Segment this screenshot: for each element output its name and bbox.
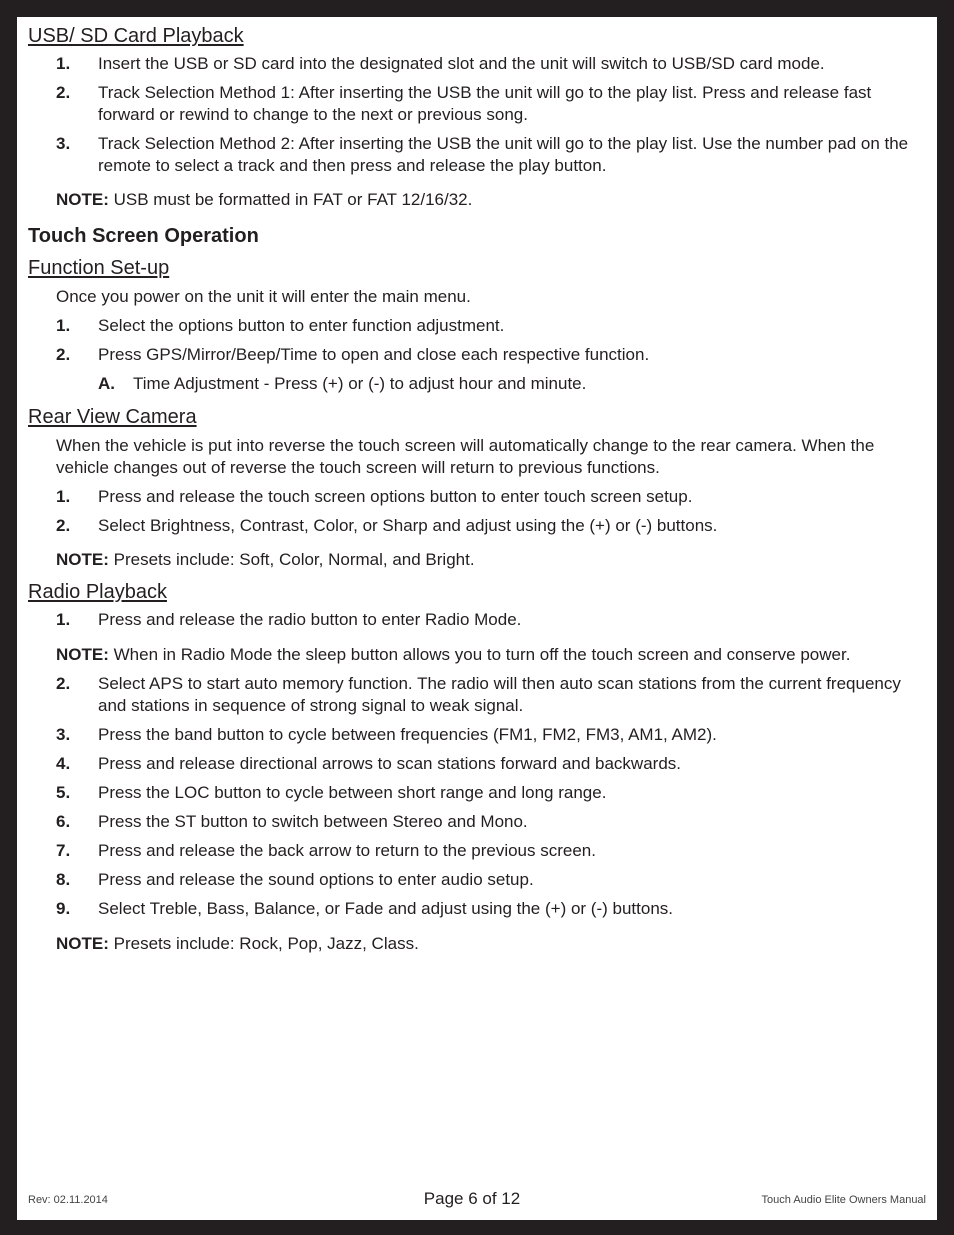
item-number: 1. [56, 610, 71, 629]
item-number: 5. [56, 783, 71, 802]
item-number: 2. [56, 674, 71, 693]
page-footer [17, 1188, 937, 1214]
function-setup-heading: Function Set-up [28, 257, 170, 279]
list-item [28, 869, 918, 891]
item-text: Press and release the radio button to enter Radio Mode. [98, 610, 522, 629]
note-label: NOTE: [56, 550, 109, 569]
item-text: Press and release the back arrow to return to the previous screen. [98, 841, 596, 860]
item-text: Press GPS/Mirror/Beep/Time to open and close each respective function. [98, 345, 650, 364]
item-text: Press the ST button to switch between Stereo and Mono. [98, 812, 528, 831]
page-number: Page 6 of 12 [423, 1189, 521, 1208]
sub-item-text: Time Adjustment - Press (+) or (-) to adjust hour and minute. [133, 374, 587, 393]
list-item [28, 515, 918, 537]
item-number: 2. [56, 345, 71, 364]
item-number: 7. [56, 841, 71, 860]
item-number: 3. [56, 134, 71, 153]
list-item [28, 898, 918, 920]
note-label: NOTE: [56, 934, 109, 953]
page-content [28, 23, 918, 965]
list-item [28, 782, 918, 804]
usb-sd-heading: USB/ SD Card Playback [28, 25, 244, 47]
list-item [28, 811, 918, 833]
list-item [28, 724, 918, 746]
note-label: NOTE: [56, 190, 109, 209]
list-item [28, 840, 918, 862]
usb-note [56, 189, 918, 211]
list-item [28, 753, 918, 775]
radio-note-presets [56, 933, 918, 955]
note-text: When in Radio Mode the sleep button allows you to turn off the touch screen and conserve power. [108, 645, 851, 664]
touch-screen-heading: Touch Screen Operation [28, 225, 259, 247]
list-item [28, 344, 918, 366]
radio-note-sleep [56, 644, 918, 666]
sub-list-item [28, 373, 918, 395]
rear-camera-intro: When the vehicle is put into reverse the touch screen will automatically change to the rear camera. When the vehicle changes out of reverse the touch screen will return to previous functions. [56, 436, 875, 477]
item-number: 2. [56, 516, 71, 535]
item-text: Select APS to start auto memory function. The radio will then auto scan stations from the current frequency and stations in sequence of strong signal to weak signal. [98, 674, 901, 715]
item-text: Select Treble, Bass, Balance, or Fade and adjust using the (+) or (-) buttons. [98, 899, 673, 918]
item-text: Press the LOC button to cycle between short range and long range. [98, 783, 607, 802]
item-text: Track Selection Method 1: After inserting the USB the unit will go to the play list. Press and release fast forward or rewind to change to the next or previous song. [98, 83, 872, 124]
item-number: 2. [56, 83, 71, 102]
manual-title: Touch Audio Elite Owners Manual [761, 1194, 926, 1206]
radio-playback-heading: Radio Playback [28, 581, 167, 603]
note-text: Presets include: Rock, Pop, Jazz, Class. [108, 934, 419, 953]
list-item [28, 133, 918, 177]
item-number: 3. [56, 725, 71, 744]
rear-camera-heading: Rear View Camera [28, 406, 197, 428]
item-number: 8. [56, 870, 71, 889]
item-text: Press and release the touch screen options button to enter touch screen setup. [98, 487, 693, 506]
list-item [28, 53, 918, 75]
document-page [17, 17, 937, 1220]
item-text: Insert the USB or SD card into the designated slot and the unit will switch to USB/SD card mode. [98, 54, 825, 73]
note-label: NOTE: [56, 645, 109, 664]
item-number: 1. [56, 54, 71, 73]
list-item [28, 609, 918, 631]
item-number: 1. [56, 487, 71, 506]
item-text: Press and release the sound options to enter audio setup. [98, 870, 534, 889]
note-text: Presets include: Soft, Color, Normal, and Bright. [108, 550, 475, 569]
item-text: Select the options button to enter function adjustment. [98, 316, 505, 335]
item-number: 1. [56, 316, 71, 335]
item-number: 6. [56, 812, 71, 831]
item-text: Track Selection Method 2: After inserting the USB the unit will go to the play list. Use the number pad on the remote to select a track and then press and release the play button. [98, 134, 909, 175]
list-item [28, 82, 918, 126]
item-text: Press and release directional arrows to scan stations forward and backwards. [98, 754, 682, 773]
item-number: 4. [56, 754, 71, 773]
list-item [28, 315, 918, 337]
item-text: Press the band button to cycle between frequencies (FM1, FM2, FM3, AM1, AM2). [98, 725, 717, 744]
note-text: USB must be formatted in FAT or FAT 12/16/32. [108, 190, 473, 209]
item-text: Select Brightness, Contrast, Color, or Sharp and adjust using the (+) or (-) buttons. [98, 516, 718, 535]
function-setup-intro: Once you power on the unit it will enter the main menu. [56, 287, 471, 306]
rear-camera-note [56, 549, 918, 571]
list-item [28, 486, 918, 508]
list-item [28, 673, 918, 717]
item-number: 9. [56, 899, 71, 918]
sub-item-letter: A. [98, 374, 115, 393]
revision-date: Rev: 02.11.2014 [28, 1194, 108, 1206]
